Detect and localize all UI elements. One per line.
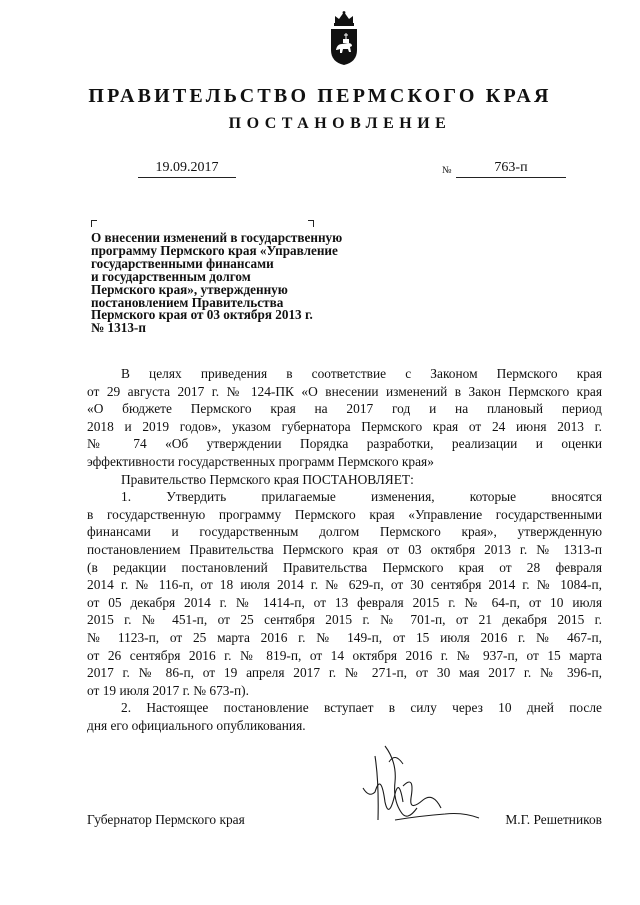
intro-line: «О бюджете Пермского края на 2017 год и на плановый период <box>87 401 602 417</box>
item1-line: от 19 июля 2017 г. № 673-п). <box>87 682 249 698</box>
resolves-line: Правительство Пермского края ПОСТАНОВЛЯЕТ: <box>121 471 414 487</box>
item1-line: 1. Утвердить прилагаемые изменения, которые вносятся <box>121 489 602 505</box>
intro-line: 2018 и 2019 годов», указом губернатора Пермского края от 24 июня 2013 г. <box>87 418 602 434</box>
government-title: ПРАВИТЕЛЬСТВО ПЕРМСКОГО КРАЯ <box>88 85 552 107</box>
subject-bracket-left <box>91 220 97 227</box>
signature-block <box>87 811 602 831</box>
item1-line: № 1123-п, от 25 марта 2016 г. № 149-п, от 15 июля 2016 г. № 467-п, <box>87 629 602 645</box>
perm-krai-coat-of-arms-icon <box>329 10 359 66</box>
subject-line: Пермского края от 03 октября 2013 г. <box>91 307 313 323</box>
subject-line: Пермского края», утвержденную <box>91 281 288 297</box>
subject-line: постановлением Правительства <box>91 294 284 310</box>
document-number: 763-п <box>456 158 566 178</box>
subject-line: программу Пермского края «Управление <box>91 242 338 258</box>
item1-line: (в редакции постановлений Правительства Пермского края от 28 февраля <box>87 559 602 575</box>
intro-line: № 74 «Об утверждении Порядка разработки, реализации и оценки <box>87 436 602 452</box>
item1-line: 2015 г. № 451-п, от 25 сентября 2015 г. № 701-п, от 21 декабря 2015 г. <box>87 612 602 628</box>
item1-line: в государственную программу Пермского края «Управление государственными <box>87 506 602 522</box>
signer-name: М.Г. Решетников <box>505 812 602 827</box>
item1-line: от 05 декабря 2014 г. № 1414-п, от 13 февраля 2015 г. № 64-п, от 10 июля <box>87 594 602 610</box>
document-type: ПОСТАНОВЛЕНИЕ <box>228 115 452 132</box>
intro-line: эффективности государственных программ Пермского края» <box>87 453 434 469</box>
signer-position: Губернатор Пермского края <box>87 812 245 827</box>
intro-line: от 29 августа 2017 г. № 124-ПК «О внесении изменений в Закон Пермского края <box>87 383 602 399</box>
intro-line: В целях приведения в соответствие с Законом Пермского края <box>121 366 602 381</box>
item2-line: дня его официального опубликования. <box>87 717 306 733</box>
item1-line: финансами и государственным долгом Пермского края», утвержденную <box>87 524 602 540</box>
item2-line: 2. Настоящее постановление вступает в силу через 10 дней после <box>121 700 602 716</box>
item1-line: 2017 г. № 86-п, от 19 апреля 2017 г. № 271-п, от 30 мая 2017 г. № 396-п, <box>87 665 602 681</box>
item1-line: от 26 сентября 2016 г. № 819-п, от 14 октября 2016 г. № 937-п, от 15 марта <box>87 647 602 663</box>
subject-line: № 1313-п <box>91 320 146 336</box>
subject-line: государственными финансами <box>91 255 274 271</box>
document-number-label: № <box>442 165 452 176</box>
item1-line: 2014 г. № 116-п, от 18 июля 2014 г. № 629-п, от 30 сентября 2014 г. № 1084-п, <box>87 577 602 593</box>
subject-line: О внесении изменений в государственную <box>91 230 343 245</box>
document-date: 19.09.2017 <box>138 158 236 178</box>
item1-line: постановлением Правительства Пермского края от 03 октября 2013 г. № 1313-п <box>87 541 602 557</box>
document-subject <box>91 232 391 335</box>
document-body <box>87 365 602 734</box>
subject-bracket-right <box>308 220 314 227</box>
subject-line: и государственным долгом <box>91 268 251 284</box>
